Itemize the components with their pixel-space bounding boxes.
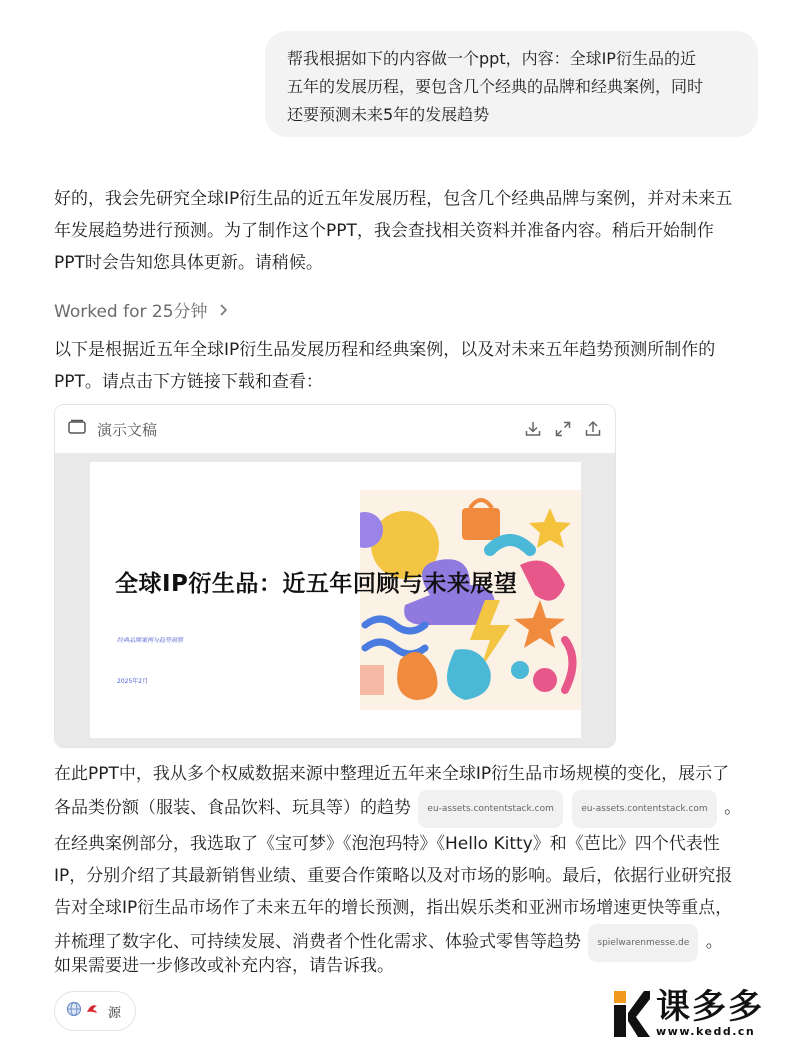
result-intro-line: PPT。请点击下方链接下载和查看： xyxy=(54,372,323,392)
user-message-line: 五年的发展历程，要包含几个经典的品牌和经典案例，同时 xyxy=(287,77,704,96)
closing-text: 如果需要进一步修改或补充内容，请告诉我。 xyxy=(54,956,394,976)
summary-text: 。 xyxy=(705,932,723,952)
globe-icon xyxy=(66,1001,82,1021)
watermark-logo xyxy=(612,985,808,1041)
watermark-url: www.kedd.cn xyxy=(656,1024,756,1038)
slide-thumbnail[interactable] xyxy=(90,462,581,738)
summary-line: IP，分别介绍了其最新销售业绩、重要合作策略以及对市场的影响。最后，依据行业研究报 xyxy=(54,866,733,886)
result-intro xyxy=(54,334,715,398)
slide-decorative-art xyxy=(360,490,581,710)
user-message-line: 帮我根据如下的内容做一个ppt，内容：全球IP衍生品的近 xyxy=(287,49,696,68)
summary-text: 。 xyxy=(724,798,742,818)
slide-subtitle: 经典品牌案例与趋势洞察 xyxy=(117,637,184,644)
source-badge[interactable]: eu-assets.contentstack.com xyxy=(418,790,562,828)
source-badge[interactable]: spielwarenmesse.de xyxy=(588,924,698,962)
chevron-right-icon xyxy=(218,298,228,326)
summary-paragraph xyxy=(54,758,741,962)
summary-text: 各品类份额（服装、食品饮料、玩具等）的趋势 xyxy=(54,798,411,818)
summary-line: 在此PPT中，我从多个权威数据来源中整理近五年来全球IP衍生品市场规模的变化，展示了 xyxy=(54,764,730,784)
assistant-intro-line: PPT时会告知您具体更新。请稍候。 xyxy=(54,253,323,273)
assistant-intro-line: 年发展趋势进行预测。为了制作这个PPT，我会查找相关资料并准备内容。稍后开始制作 xyxy=(54,221,714,241)
presentation-card[interactable] xyxy=(54,404,616,748)
card-title: 演示文稿 xyxy=(97,420,158,439)
user-message-line: 还要预测未来5年的发展趋势 xyxy=(287,105,490,124)
slide-date: 2025年2月 xyxy=(117,678,149,685)
assistant-intro xyxy=(54,183,732,279)
user-message-bubble xyxy=(265,31,758,137)
assistant-intro-line: 好的，我会先研究全球IP衍生品的近五年发展历程，包含几个经典品牌与案例，并对未来五 xyxy=(54,189,733,209)
worked-toggle[interactable] xyxy=(54,298,228,326)
slide-preview-area xyxy=(55,454,615,747)
expand-icon[interactable] xyxy=(553,419,573,439)
worked-label: Worked for 25分钟 xyxy=(54,302,208,322)
source-badge[interactable]: eu-assets.contentstack.com xyxy=(572,790,716,828)
k-logo-icon xyxy=(612,987,650,1039)
summary-text: 并梳理了数字化、可持续发展、消费者个性化需求、体验式零售等趋势 xyxy=(54,932,581,952)
summary-line xyxy=(54,790,741,828)
slide-title: 全球IP衍生品：近五年回顾与未来展望 xyxy=(115,571,518,597)
result-intro-line: 以下是根据近五年全球IP衍生品发展历程和经典案例，以及对未来五年趋势预测所制作的 xyxy=(54,340,716,360)
download-icon[interactable] xyxy=(523,419,543,439)
share-icon[interactable] xyxy=(583,419,603,439)
sources-button[interactable] xyxy=(54,991,136,1031)
summary-line: 在经典案例部分，我选取了《宝可梦》《泡泡玛特》《Hello Kitty》和《芭比》四个代表性 xyxy=(54,834,720,854)
card-header xyxy=(55,405,615,454)
sources-label: 源 xyxy=(108,1005,122,1021)
source-site-icon xyxy=(84,1001,100,1021)
watermark-text: 课多多 xyxy=(656,986,764,1027)
summary-line: 告对全球IP衍生品市场作了未来五年的增长预测，指出娱乐类和亚洲市场增速更快等重点， xyxy=(54,898,733,918)
presentation-icon xyxy=(67,419,87,439)
